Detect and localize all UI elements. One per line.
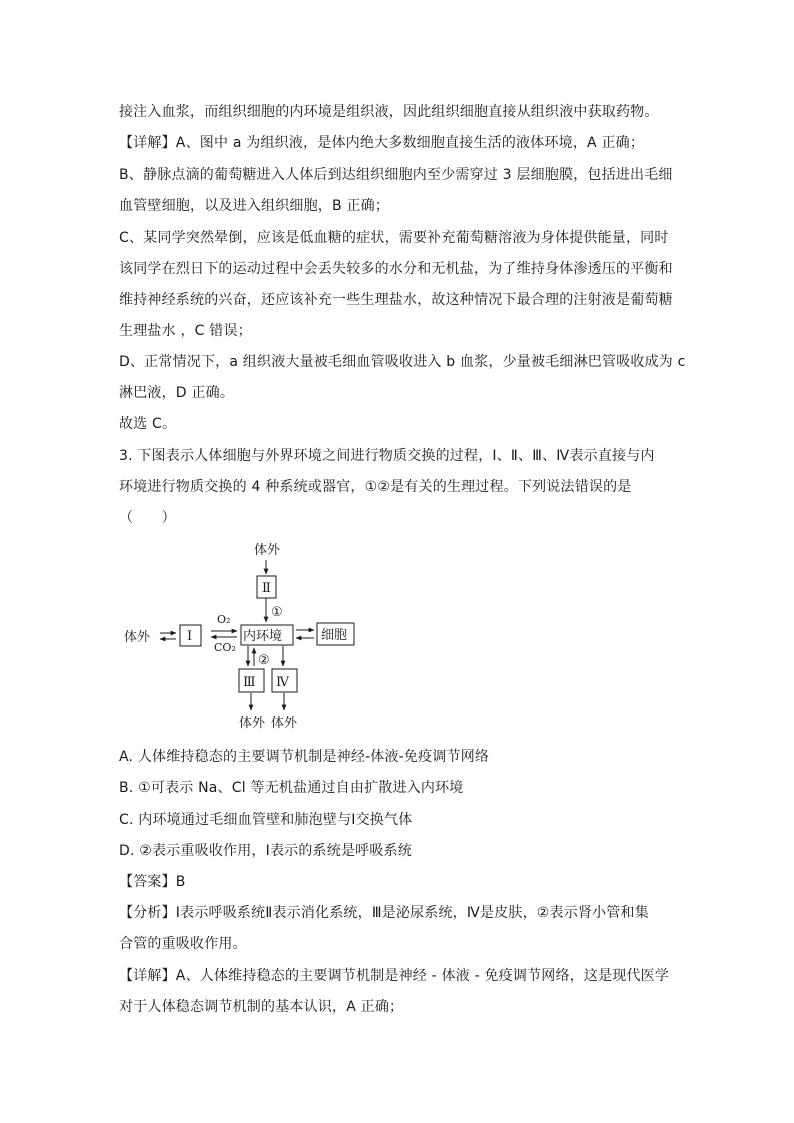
text-line: 该同学在烈日下的运动过程中会丢失较多的水分和无机盐，为了维持身体渗透压的平衡和 <box>119 261 673 277</box>
option-a: A. 人体维持稳态的主要调节机制是神经-体液-免疫调节网络 <box>119 749 490 765</box>
body-fluid-exchange-diagram <box>118 538 368 738</box>
text-line: 生理盐水 ，C 错误； <box>119 323 252 339</box>
box-III-label: Ⅲ <box>243 675 256 690</box>
option-c: C. 内环境通过毛细血管壁和肺泡壁与Ⅰ交换气体 <box>119 812 413 828</box>
box-IV-label: Ⅳ <box>276 675 289 690</box>
diagram-top-external-label: 体外 <box>254 543 281 558</box>
process-2-marker: ② <box>258 653 270 668</box>
question-stem-line: 3. 下图表示人体细胞与外界环境之间进行物质交换的过程，Ⅰ、Ⅱ、Ⅲ、Ⅳ表示直接与内 <box>119 448 655 464</box>
option-d: D. ②表示重吸收作用，Ⅰ表示的系统是呼吸系统 <box>119 843 412 859</box>
option-b: B. ①可表示 Na、Cl 等无机盐通过自由扩散进入内环境 <box>119 780 464 796</box>
analysis-line: 合管的重吸收作用。 <box>119 936 247 952</box>
text-line: 故选 C。 <box>119 416 177 432</box>
explanation-line: 对于人体稳态调节机制的基本认识，A 正确； <box>119 999 404 1015</box>
answer-line: 【答案】B <box>119 874 186 890</box>
cell-box-label: 细胞 <box>321 628 348 643</box>
text-line: D、正常情况下，a 组织液大量被毛细血管吸收进入 b 血浆，少量被毛细淋巴管吸收成为 c <box>119 354 686 370</box>
internal-environment-label: 内环境 <box>243 629 283 644</box>
text-line: 血管壁细胞，以及进入组织细胞，B 正确； <box>119 198 390 214</box>
text-line: 接注入血浆，而组织细胞的内环境是组织液，因此组织细胞直接从组织液中获取药物。 <box>119 104 659 120</box>
text-line: 淋巴液，D 正确。 <box>119 385 235 401</box>
explanation-line: 【详解】A、人体维持稳态的主要调节机制是神经 - 体液 - 免疫调节网络，这是现代医学 <box>119 968 670 984</box>
text-line: 【详解】A、图中 a 为组织液，是体内绝大多数细胞直接生活的液体环境，A 正确； <box>119 135 645 151</box>
question-stem-line: 环境进行物质交换的 4 种系统或器官，①②是有关的生理过程。下列说法错误的是 <box>119 479 632 495</box>
co2-label: CO₂ <box>214 641 236 654</box>
o2-label: O₂ <box>217 613 231 626</box>
box-I-label: Ⅰ <box>187 629 193 644</box>
answer-blank: （ ） <box>119 510 176 526</box>
diagram-bottom-external-label-right: 体外 <box>271 716 298 731</box>
text-line: C、某同学突然晕倒，应该是低血糖的症状，需要补充葡萄糖溶液为身体提供能量，同时 <box>119 230 669 246</box>
analysis-line: 【分析】Ⅰ表示呼吸系统Ⅱ表示消化系统，Ⅲ是泌尿系统，Ⅳ是皮肤，②表示肾小管和集 <box>119 905 649 921</box>
diagram-svg <box>118 538 368 738</box>
diagram-left-external-label: 体外 <box>124 630 151 645</box>
diagram-bottom-external-label-left: 体外 <box>239 716 266 731</box>
box-II-label: Ⅱ <box>262 581 271 596</box>
text-line: 维持神经系统的兴奋，还应该补充一些生理盐水，故这种情况下最合理的注射液是葡萄糖 <box>119 292 673 308</box>
text-line: B、静脉点滴的葡萄糖进入人体后到达组织细胞内至少需穿过 3 层细胞膜，包括进出毛细 <box>119 167 673 183</box>
process-1-marker: ① <box>271 605 283 620</box>
